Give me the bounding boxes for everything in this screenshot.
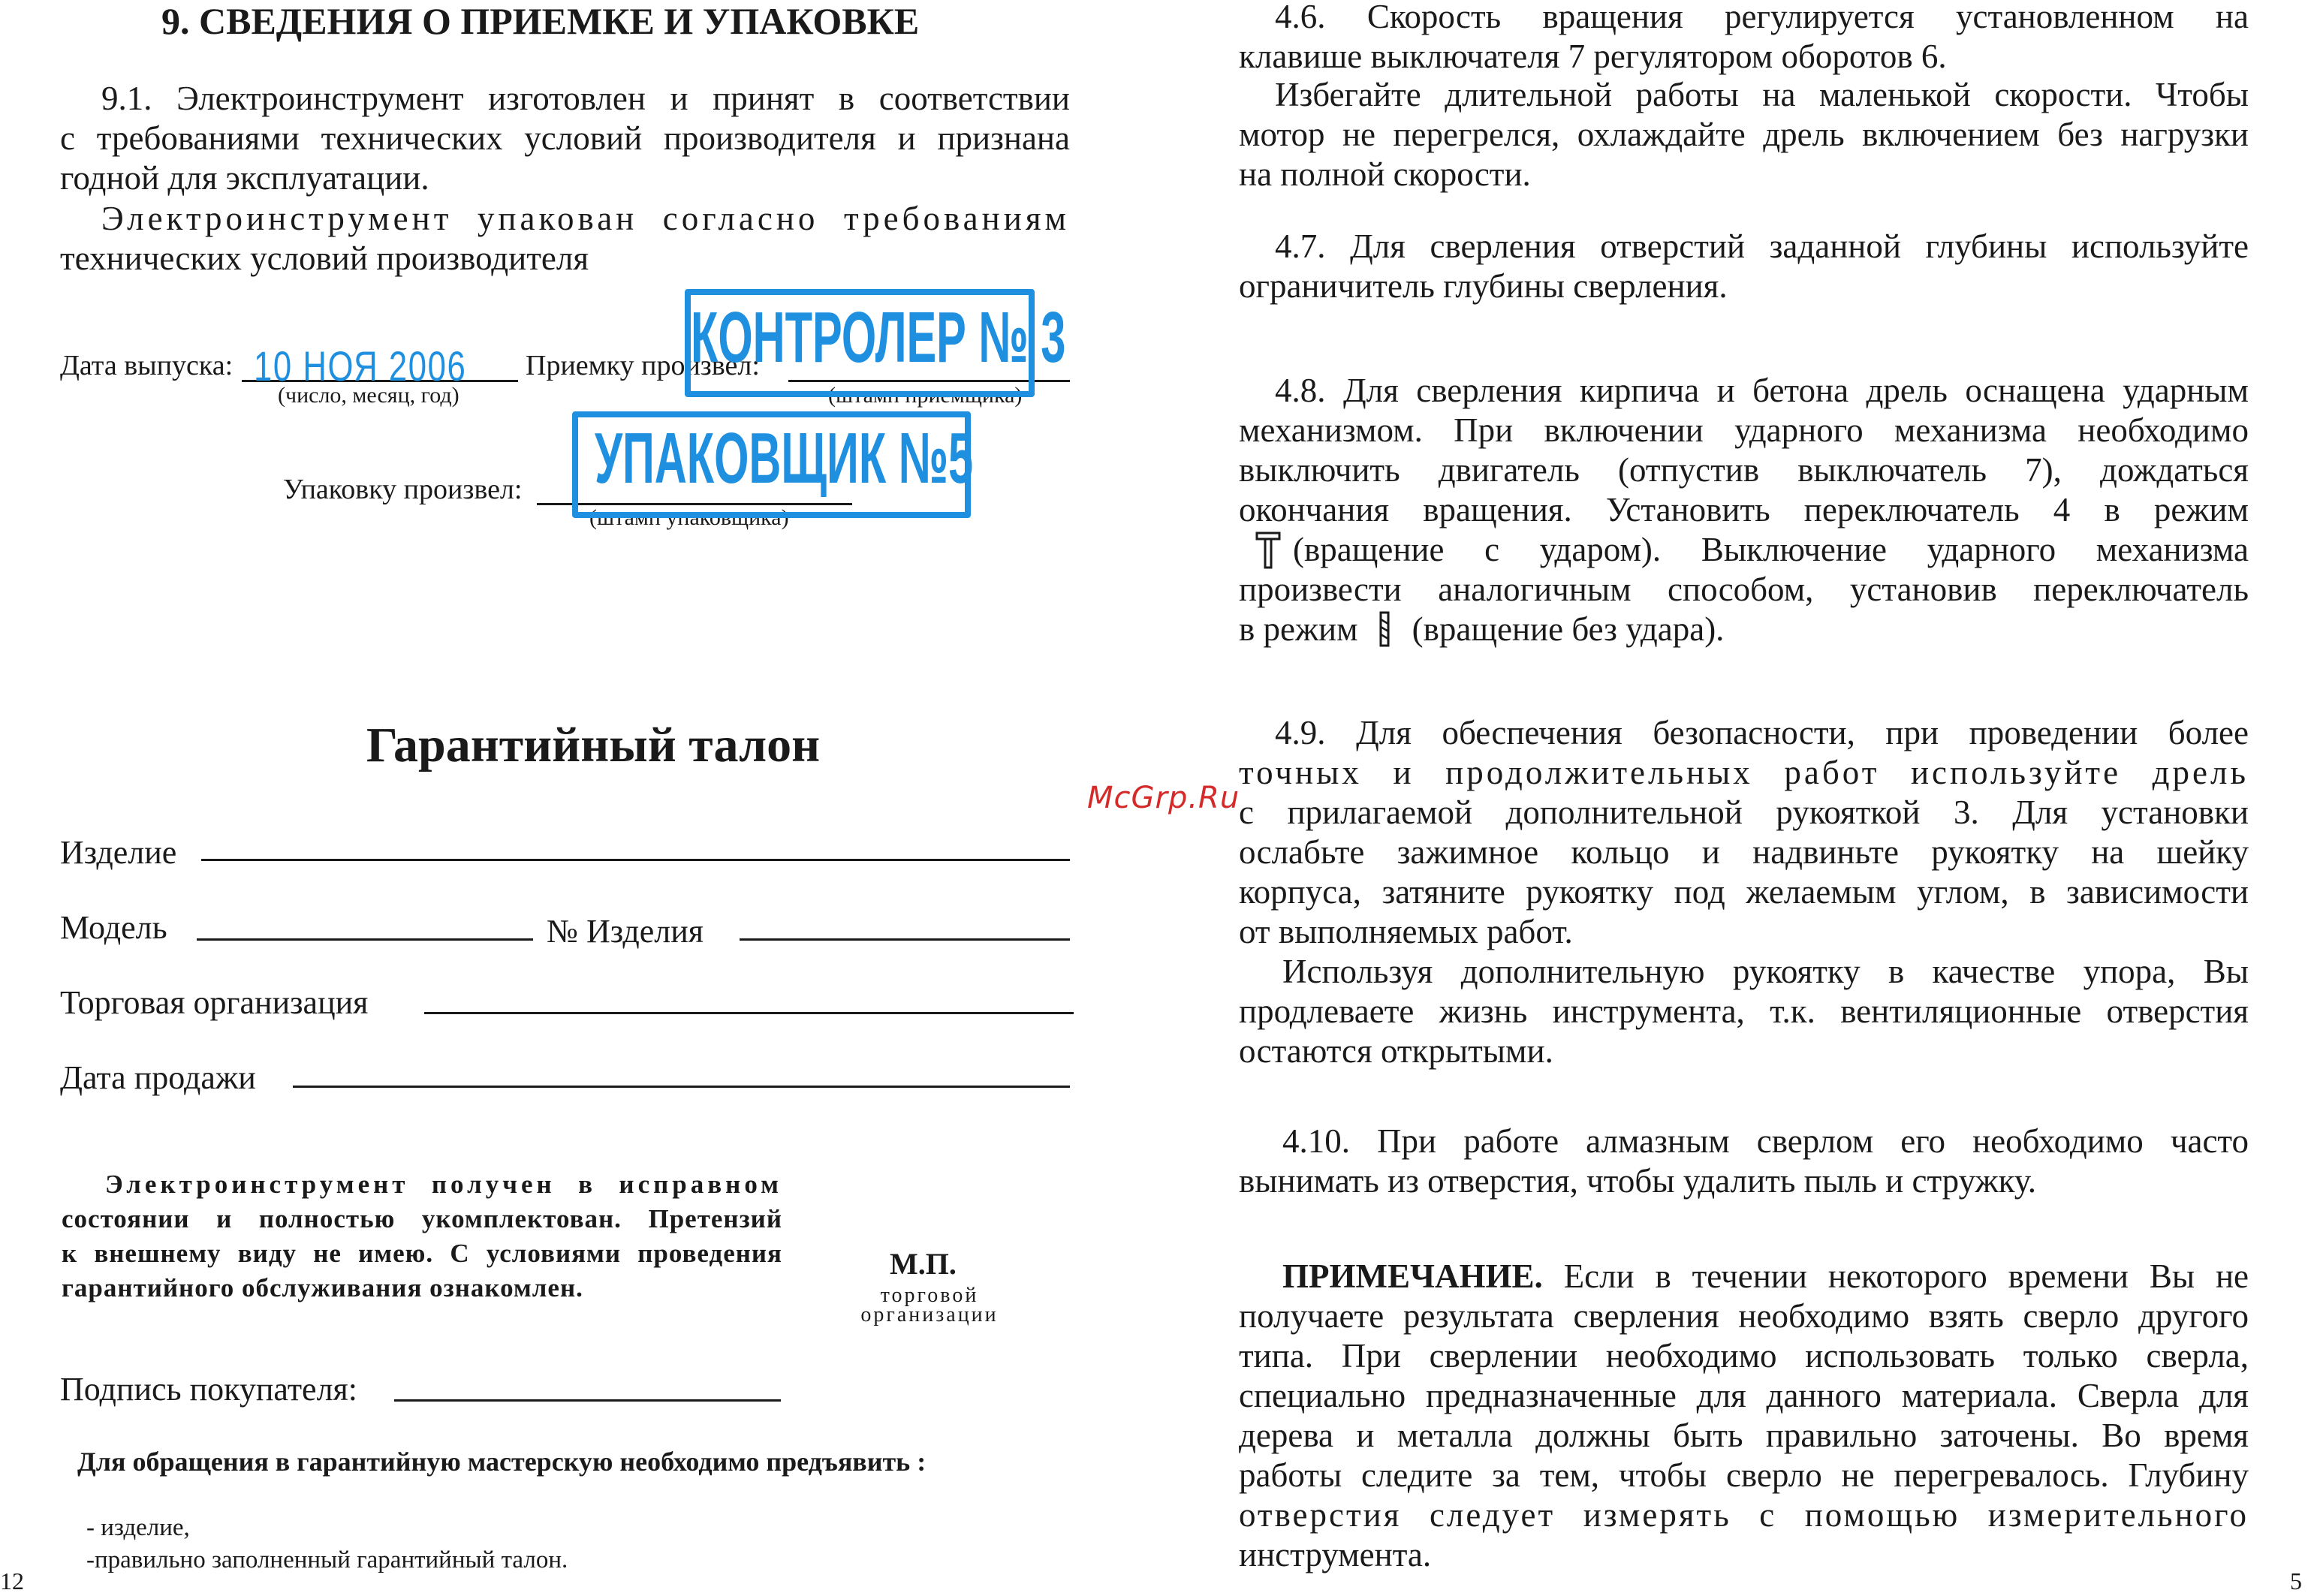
text-line: на полной скорости.	[1239, 155, 1531, 193]
text-line: типа. При сверлении необходимо использовать только сверла,	[1239, 1337, 2249, 1375]
text-line: работы следите за тем, чтобы сверло не перегревалось. Глубину	[1239, 1456, 2249, 1494]
consent-text	[62, 1167, 782, 1305]
text-line: 4.8. Для сверления кирпича и бетона дрель оснащена ударным	[1275, 372, 2249, 409]
controller-stamp: КОНТРОЛЕР № 3	[691, 297, 1066, 378]
signature-label: Подпись покупателя:	[60, 1371, 357, 1408]
text-line: Электроинструмент получен в исправном	[105, 1170, 782, 1199]
text-line: 4.6. Скорость вращения регулируется установленном на	[1275, 0, 2249, 35]
text-line: клавише выключателя 7 регулятором оборотов 6.	[1239, 38, 1947, 75]
field-trade-label: Торговая организация	[60, 984, 369, 1021]
text-line: ограничитель глубины сверления.	[1239, 267, 1728, 305]
text-line: получаете результата сверления необходимо взять сверло другого	[1239, 1297, 2249, 1335]
text-line: (вращение с ударом). Выключение ударного механизма	[1293, 531, 2249, 568]
text-line: окончания вращения. Установить переключатель 4 в режим	[1239, 491, 2249, 528]
paragraph-9-1	[60, 79, 1070, 198]
text-line: инструмента.	[1239, 1536, 1432, 1573]
text-line: от выполняемых работ.	[1239, 913, 1573, 950]
release-hint: (число, месяц, год)	[278, 383, 459, 408]
release-date-stamp: 10 НОЯ 2006	[254, 342, 467, 390]
paragraph-4-9	[1239, 713, 2249, 952]
paragraph-packing	[60, 199, 1070, 279]
pack-label: Упаковку произвел:	[283, 474, 523, 505]
field-sale-date-label: Дата продажи	[60, 1059, 256, 1096]
paragraph-4-9b	[1239, 952, 2249, 1071]
text-line: вынимать из отверстия, чтобы удалить пыль и стружку.	[1239, 1162, 2037, 1200]
note-label: ПРИМЕЧАНИЕ.	[1282, 1257, 1543, 1295]
field-product-label: Изделие	[60, 834, 177, 871]
text-line: точных и продолжительных работ используйте дрель	[1239, 754, 2249, 791]
text-line: к внешнему виду не имею. С условиями проведения	[62, 1239, 782, 1268]
field-model-line[interactable]	[197, 938, 533, 941]
text-line: 9.1. Электроинструмент изготовлен и принят в соответствии	[101, 80, 1070, 117]
mp-sub-2: организации	[860, 1303, 999, 1326]
page-number-right: 5	[2290, 1567, 2302, 1594]
mp-sub-1: торговой	[880, 1284, 979, 1307]
paragraph-4-6	[1239, 0, 2249, 77]
text-line: Используя дополнительную рукоятку в качестве упора, Вы	[1282, 953, 2249, 990]
text-line: Избегайте длительной работы на маленькой скорости. Чтобы	[1275, 76, 2249, 113]
mp-mark: М.П.	[890, 1247, 957, 1281]
text-line: мотор не перегрелся, охлаждайте дрель включением без нагрузки	[1239, 116, 2249, 153]
field-serial-line[interactable]	[740, 938, 1070, 941]
text-line: произвести аналогичным способом, установив переключатель	[1239, 571, 2249, 608]
service-item-2: -правильно заполненный гарантийный талон.	[86, 1546, 568, 1573]
text-line: специально предназначенные для данного материала. Сверла для	[1239, 1377, 2249, 1414]
pack-hint: (штамп упаковщика)	[589, 505, 789, 530]
text-line: продлеваете жизнь инструмента, т.к. вентиляционные отверстия	[1239, 992, 2249, 1030]
text-line: Электроинструмент упакован согласно требованиям	[101, 200, 1070, 237]
text-line-with-icon	[1239, 530, 2249, 570]
text-line: гарантийного обслуживания ознакомлен.	[62, 1273, 583, 1302]
paragraph-4-7	[1239, 227, 2249, 306]
warranty-title: Гарантийный талон	[366, 718, 821, 772]
text-line: состоянии и полностью укомплектован. Претензий	[62, 1204, 782, 1233]
text-line: выключить двигатель (отпустив выключатель 7), дождаться	[1239, 451, 2249, 489]
service-title: Для обращения в гарантийную мастерскую необходимо предъявить :	[77, 1447, 927, 1477]
text-line: 4.9. Для обеспечения безопасности, при проведении более	[1275, 714, 2249, 751]
signature-line[interactable]	[394, 1399, 781, 1402]
text-fragment: в режим	[1239, 610, 1358, 648]
text-line: технических условий производителя	[60, 239, 589, 277]
text-line: дерева и металла должны быть правильно заточены. Во время	[1239, 1417, 2249, 1454]
watermark: McGrp.Ru	[1087, 781, 1240, 815]
text-line: 4.7. Для сверления отверстий заданной глубины используйте	[1275, 227, 2249, 265]
drill-mode-icon	[1373, 610, 1396, 649]
field-model-label: Модель	[60, 909, 167, 946]
hammer-mode-icon	[1252, 531, 1285, 570]
paragraph-4-6b	[1239, 75, 2249, 194]
text-line: корпуса, затяните рукоятку под желаемым углом, в зависимости	[1239, 873, 2249, 911]
accept-label: Приемку произвел:	[526, 350, 760, 381]
text-line: годной для эксплуатации.	[60, 159, 429, 197]
paragraph-4-10	[1239, 1122, 2249, 1201]
paragraph-4-8	[1239, 371, 2249, 649]
text-line: с требованиями технических условий производителя и признана	[60, 119, 1070, 157]
field-sale-date-line[interactable]	[293, 1086, 1070, 1088]
text-fragment: Если в течении некоторого времени Вы не	[1563, 1257, 2249, 1295]
text-line: ослабьте зажимное кольцо и надвиньте рукоятку на шейку	[1239, 833, 2249, 871]
page-number-left: 12	[0, 1567, 24, 1594]
section-title: 9. СВЕДЕНИЯ О ПРИЕМКЕ И УПАКОВКЕ	[161, 0, 920, 42]
text-line-with-icon	[1239, 610, 2249, 649]
accept-hint: (штамп приемщика)	[828, 383, 1023, 408]
text-line: механизмом. При включении ударного механизма необходимо	[1239, 411, 2249, 449]
text-fragment: (вращение без удара).	[1412, 610, 1725, 648]
packer-stamp: УПАКОВЩИК №5	[595, 418, 974, 498]
text-line: 4.10. При работе алмазным сверлом его необходимо часто	[1282, 1122, 2249, 1160]
text-line: остаются открытыми.	[1239, 1032, 1553, 1070]
text-line: отверстия следует измерять с помощью измерительного	[1239, 1496, 2249, 1534]
service-item-1: - изделие,	[86, 1514, 190, 1541]
text-line: с прилагаемой дополнительной рукояткой 3. Для установки	[1239, 793, 2249, 831]
release-label: Дата выпуска:	[60, 350, 234, 381]
field-product-line[interactable]	[201, 859, 1070, 861]
paragraph-note	[1239, 1257, 2249, 1575]
field-serial-label: № Изделия	[547, 913, 704, 950]
text-line	[1239, 1257, 2249, 1296]
field-trade-line[interactable]	[424, 1012, 1074, 1014]
